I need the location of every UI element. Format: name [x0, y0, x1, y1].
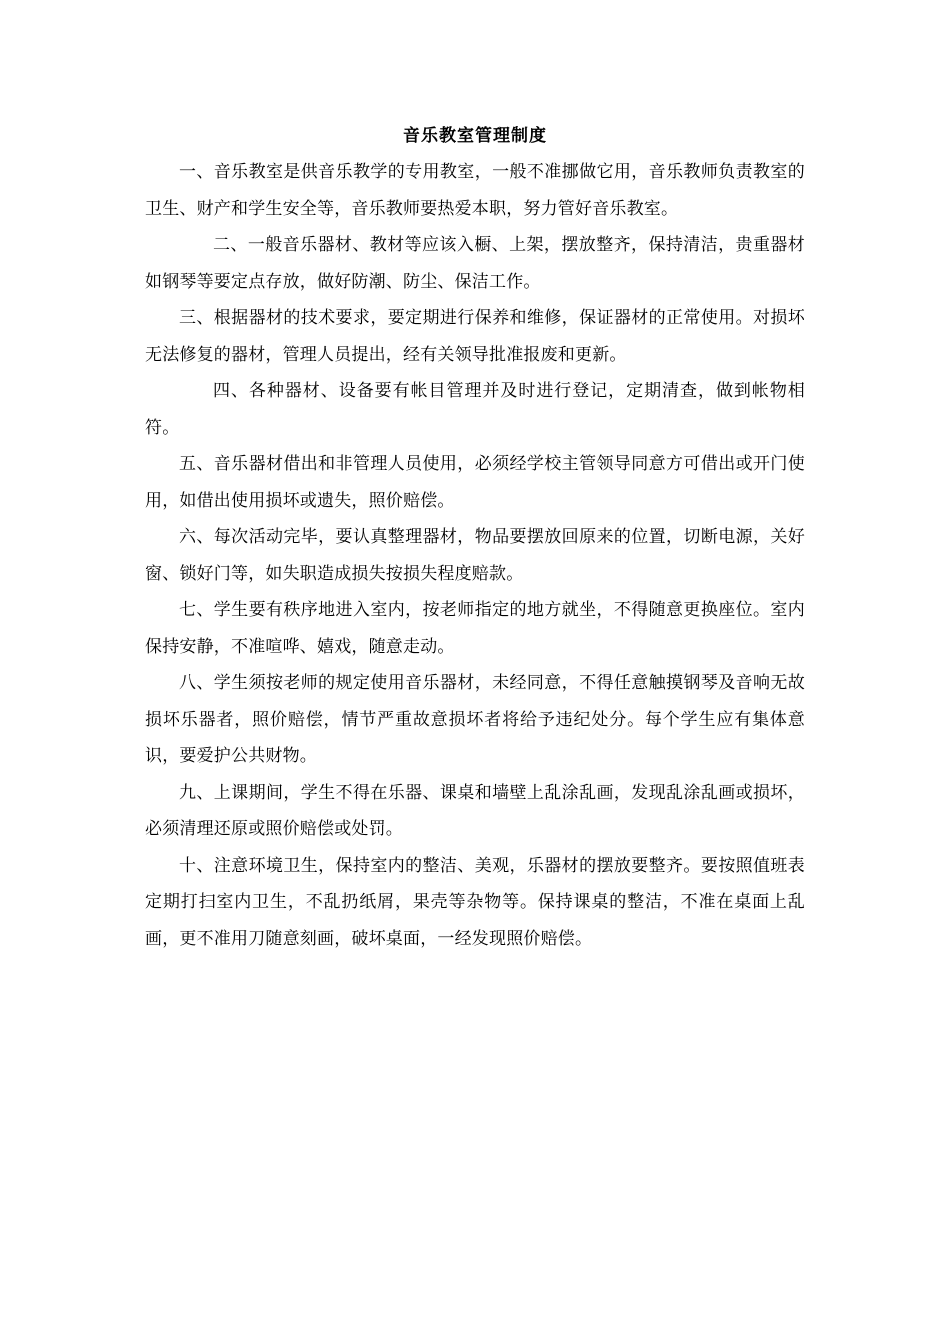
document-title: 音乐教室管理制度 — [403, 126, 547, 146]
rule-paragraph-7: 七、学生要有秩序地进入室内，按老师指定的地方就坐，不得随意更换座位。室内保持安静，不准喧哗、嬉戏，随意走动。 — [145, 600, 805, 657]
rule-paragraph-4: 四、各种器材、设备要有帐目管理并及时进行登记，定期清查，做到帐物相符。 — [145, 381, 805, 438]
document-page — [145, 118, 805, 957]
rule-paragraph-8: 八、学生须按老师的规定使用音乐器材，未经同意，不得任意触摸钢琴及音响无故损坏乐器者，照价赔偿，情节严重故意损坏者将给予违纪处分。每个学生应有集体意识，要爱护公共财物。 — [145, 673, 805, 766]
rule-paragraph-3: 三、根据器材的技术要求，要定期进行保养和维修，保证器材的正常使用。对损坏无法修复的器材，管理人员提出，经有关领导批准报废和更新。 — [145, 308, 805, 365]
rule-paragraph-6: 六、每次活动完毕，要认真整理器材，物品要摆放回原来的位置，切断电源，关好窗、锁好门等，如失职造成损失按损失程度赔款。 — [145, 527, 805, 584]
rule-paragraph-2: 二、一般音乐器材、教材等应该入橱、上架，摆放整齐，保持清洁，贵重器材如钢琴等要定点存放，做好防潮、防尘、保洁工作。 — [145, 235, 805, 292]
rule-paragraph-9: 九、上课期间，学生不得在乐器、课桌和墙壁上乱涂乱画，发现乱涂乱画或损坏，必须清理还原或照价赔偿或处罚。 — [145, 782, 805, 839]
rule-paragraph-1: 一、音乐教室是供音乐教学的专用教室，一般不准挪做它用，音乐教师负责教室的卫生、财产和学生安全等，音乐教师要热爱本职，努力管好音乐教室。 — [145, 162, 805, 219]
rule-paragraph-10: 十、注意环境卫生，保持室内的整洁、美观，乐器材的摆放要整齐。要按照值班表定期打扫室内卫生，不乱扔纸屑，果壳等杂物等。保持课桌的整洁，不准在桌面上乱画，更不准用刀随意刻画，破坏桌面，一经发现照价赔偿。 — [145, 855, 805, 949]
rule-paragraph-5: 五、音乐器材借出和非管理人员使用，必须经学校主管领导同意方可借出或开门使用，如借出使用损坏或遗失，照价赔偿。 — [145, 454, 805, 511]
